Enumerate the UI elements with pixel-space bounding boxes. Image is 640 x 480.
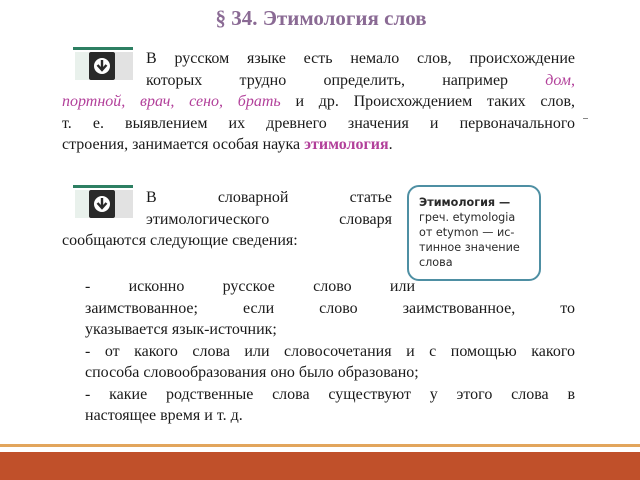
list-item-1-line3: указывается язык-источник; xyxy=(85,321,277,338)
list-item-3-line1: - какие родственные слова существуют у этого слова в xyxy=(85,385,575,403)
definition-line: слова xyxy=(419,256,453,269)
para1-line1: В русском языке есть немало слов, происхождение xyxy=(146,50,575,67)
list-item-2-line1: - от какого слова или словосочетания и с помощью какого xyxy=(85,342,575,360)
para2-line2: этимологического словаря xyxy=(146,210,392,228)
page-title: § 34. Этимология слов xyxy=(215,6,427,30)
para1-line5: строения, занимается особая наука этимология. xyxy=(62,136,393,153)
list-item-1-line2: заимствованное; если слово заимствованное, то xyxy=(85,299,575,317)
example-words: портной, врач, сено, брать xyxy=(62,93,281,110)
list-item-1-line1: - исконно русское слово или xyxy=(85,278,415,295)
list-item-3-line2: настоящее время и т. д. xyxy=(85,407,243,424)
margin-mark xyxy=(583,118,588,119)
example-word: дом, xyxy=(545,71,575,89)
etymology-definition-box xyxy=(407,185,541,281)
key-term: этимология xyxy=(304,136,389,153)
definition-line: от etymon — ис- xyxy=(419,226,515,239)
para2-line1: В словарной статье xyxy=(146,189,392,206)
definition-line: тинное значение xyxy=(419,241,520,254)
para1-line3: портной, врач, сено, брать и др. Происхождением таких слов, xyxy=(62,93,576,110)
textbook-page xyxy=(55,0,587,452)
definition-line: греч. etymologia xyxy=(419,211,516,224)
footer-band xyxy=(0,452,640,480)
paragraph-dictionary xyxy=(62,187,402,252)
info-list xyxy=(62,276,575,427)
para1-line2: которых трудно определить, например дом, xyxy=(146,71,575,89)
para2-line3: сообщаются следующие сведения: xyxy=(62,232,298,249)
footer-accent-line xyxy=(0,444,640,447)
paragraph-intro xyxy=(62,48,575,156)
list-item-2-line2: способа словообразования оно было образовано; xyxy=(85,364,419,381)
definition-label: Этимология — xyxy=(419,196,511,209)
para1-line4: т. е. выявлением их древнего значения и первоначального xyxy=(62,114,575,132)
